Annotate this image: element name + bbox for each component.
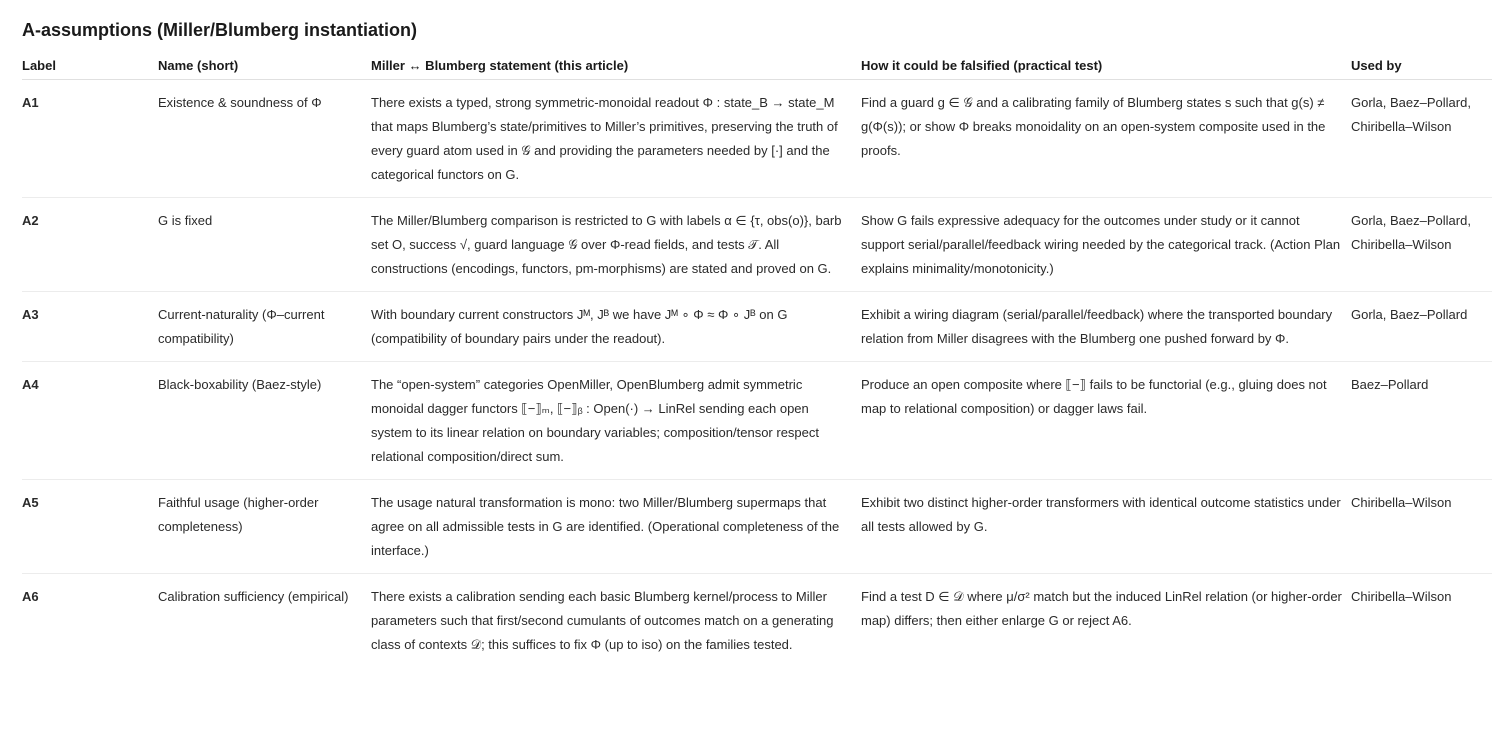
- cell-name: Current-naturality (Φ–current compatibility): [158, 292, 371, 362]
- cell-label: A3: [22, 292, 158, 362]
- cell-used-by: Baez–Pollard: [1351, 362, 1492, 480]
- cell-falsify: Exhibit two distinct higher-order transformers with identical outcome statistics under all tests allowed by G.: [861, 480, 1351, 574]
- cell-label: A4: [22, 362, 158, 480]
- cell-used-by: Chiribella–Wilson: [1351, 589, 1452, 604]
- column-header-falsify: How it could be falsified (practical test): [861, 52, 1351, 80]
- cell-name: Faithful usage (higher-order completeness): [158, 480, 371, 574]
- table-row: [22, 80, 1492, 198]
- table-row: [22, 480, 1492, 574]
- cell-falsify: Show G fails expressive adequacy for the outcomes under study or it cannot support serial/parallel/feedback wiring needed by the categorical track. (Action Plan explains minimality/monotonicity.): [861, 198, 1351, 292]
- cell-statement: The Miller/Blumberg comparison is restricted to G with labels α ∈ {τ, obs(o)}, barb set O, success √, guard language 𝒢 over Φ-read fields, and tests 𝒯. All constructions (encodings, functors, pm-morphisms) are stated and proved on G.: [371, 198, 861, 292]
- cell-name: Black-boxability (Baez-style): [158, 362, 371, 480]
- cell-name: Existence & soundness of Φ: [158, 80, 371, 198]
- column-header-statement: Miller ↔ Blumberg statement (this article): [371, 52, 861, 80]
- table-row: [22, 574, 1492, 668]
- cell-label: A6: [22, 589, 39, 604]
- cell-used-by: Chiribella–Wilson: [1351, 480, 1492, 574]
- cell-statement: There exists a calibration sending each basic Blumberg kernel/process to Miller parameters such that first/second cumulants of outcomes match on a generating class of contexts 𝒟; this suffices to fix Φ (up to iso) on the families tested.: [371, 589, 834, 652]
- cell-name: Calibration sufficiency (empirical): [158, 589, 349, 604]
- cell-falsify: Find a test D ∈ 𝒟 where μ/σ² match but the induced LinRel relation (or higher-order map) differs; then either enlarge G or reject A6.: [861, 589, 1342, 628]
- column-header-label: Label: [22, 52, 158, 80]
- cell-falsify: Find a guard g ∈ 𝒢 and a calibrating family of Blumberg states s such that g(s) ≠ g(Φ(s)); or show Φ breaks monoidality on an open-system composite used in the proofs.: [861, 80, 1351, 198]
- cell-statement: There exists a typed, strong symmetric-monoidal readout Φ : state_B → state_M that maps Blumberg’s state/primitives to Miller’s primitives, preserving the truth of every guard atom used in 𝒢 and providing the parameters needed by [·] and the categorical functors on G.: [371, 80, 861, 198]
- cell-statement: With boundary current constructors Jᴹ, Jᴮ we have Jᴹ ∘ Φ ≈ Φ ∘ Jᴮ on G (compatibility of boundary pairs under the readout).: [371, 292, 861, 362]
- cell-label: A1: [22, 80, 158, 198]
- cell-used-by: Gorla, Baez–Pollard: [1351, 292, 1492, 362]
- cell-name: G is fixed: [158, 198, 371, 292]
- table-row: [22, 198, 1492, 292]
- table-row: [22, 362, 1492, 480]
- page-title: A-assumptions (Miller/Blumberg instantiation): [22, 20, 418, 40]
- cell-used-by: Gorla, Baez–Pollard, Chiribella–Wilson: [1351, 198, 1492, 292]
- cell-statement: The “open-system” categories OpenMiller, OpenBlumberg admit symmetric monoidal dagger functors ⟦−⟧ₘ, ⟦−⟧ᵦ : Open(·) → LinRel sending each open system to its linear relation on boundary variables; composition/tensor respect relational composition/direct sum.: [371, 362, 861, 480]
- column-header-name: Name (short): [158, 52, 371, 80]
- cell-label: A2: [22, 198, 158, 292]
- column-header-used-by: Used by: [1351, 52, 1492, 80]
- cell-falsify: Exhibit a wiring diagram (serial/parallel/feedback) where the transported boundary relation from Miller disagrees with the Blumberg one pushed forward by Φ.: [861, 292, 1351, 362]
- table-header-row: [22, 52, 1492, 80]
- cell-label: A5: [22, 480, 158, 574]
- table-row: [22, 292, 1492, 362]
- cell-used-by: Gorla, Baez–Pollard, Chiribella–Wilson: [1351, 80, 1492, 198]
- cell-statement: The usage natural transformation is mono: two Miller/Blumberg supermaps that agree on all admissible tests in G are identified. (Operational completeness of the interface.): [371, 480, 861, 574]
- assumptions-table: [22, 52, 1492, 667]
- cell-falsify: Produce an open composite where ⟦−⟧ fails to be functorial (e.g., gluing does not map to relational composition) or dagger laws fail.: [861, 362, 1351, 480]
